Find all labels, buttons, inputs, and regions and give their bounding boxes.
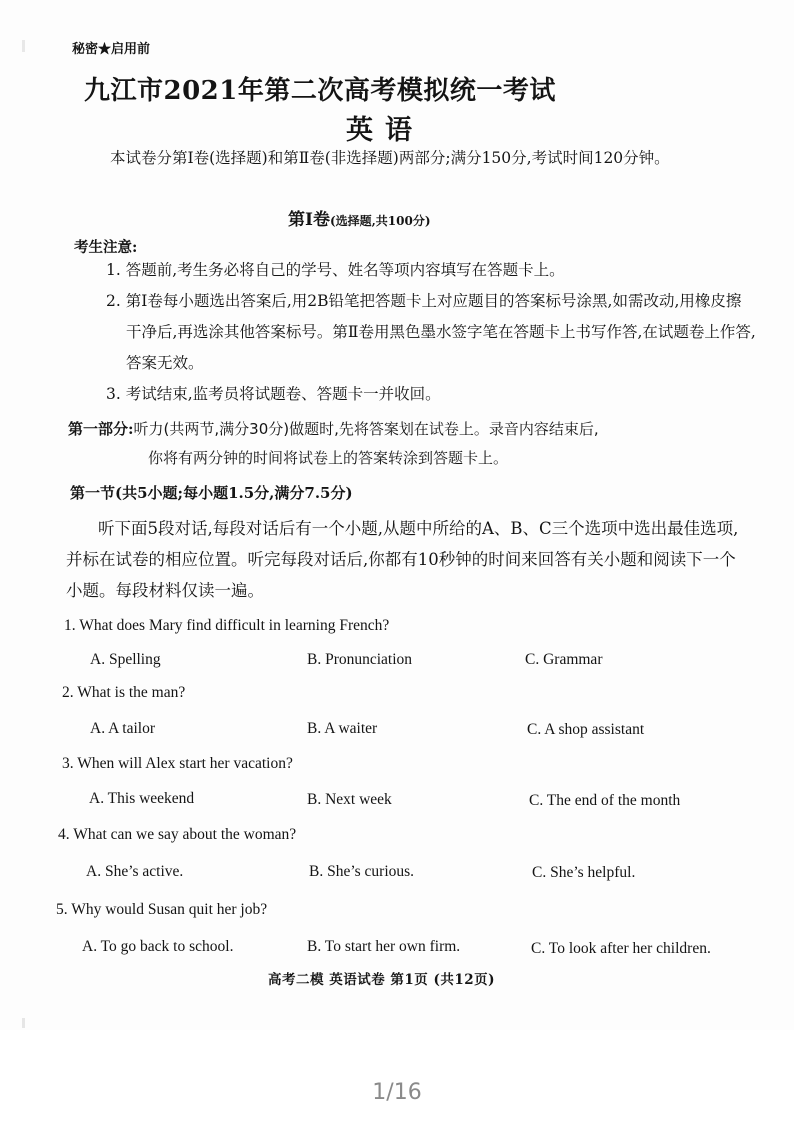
part1-heading xyxy=(68,415,728,473)
option-c: C. To look after her children. xyxy=(531,940,711,957)
page-indicator: 1/16 xyxy=(372,1080,422,1105)
volume-note: (选择题,共100分) xyxy=(329,214,431,228)
section1-heading: 第一节(共5小题;每小题1.5分,满分7.5分) xyxy=(70,484,353,502)
notice-item: 1. 答题前,考生务必将自己的学号、姓名等项内容填写在答题卡上。 xyxy=(106,261,565,279)
volume-title: 第Ⅰ卷 xyxy=(288,210,330,230)
scan-mark xyxy=(22,40,25,52)
option-a: A. This weekend xyxy=(89,790,195,807)
part1-label: 第一部分: xyxy=(68,420,134,438)
option-b: B. Pronunciation xyxy=(307,651,413,668)
question-1: 1. What does Mary find difficult in learning French? xyxy=(64,617,390,634)
option-a: A. To go back to school. xyxy=(82,938,234,955)
option-b: B. To start her own firm. xyxy=(307,938,461,955)
option-c: C. She’s helpful. xyxy=(532,864,636,881)
notice-item: 2. 第Ⅰ卷每小题选出答案后,用2B铅笔把答题卡上对应题目的答案标号涂黑,如需改动,用橡皮擦干净后,再选涂其他答案标号。第Ⅱ卷用黑色墨水签字笔在答题卡上书写作答,在试题卷上作答,答案无效。 xyxy=(106,292,756,372)
subject-title: 英语 xyxy=(346,115,424,146)
option-c: C. Grammar xyxy=(525,651,603,668)
listening-instructions: 听下面5段对话,每段对话后有一个小题,从题中所给的A、B、C三个选项中选出最佳选项,并标在试卷的相应位置。听完每段对话后,你都有10秒钟的时间来回答有关小题和阅读下一个小题。每段材料仅读一遍。 xyxy=(66,519,739,600)
option-a: A. Spelling xyxy=(90,651,161,668)
exam-intro: 本试卷分第Ⅰ卷(选择题)和第Ⅱ卷(非选择题)两部分;满分150分,考试时间120分钟。 xyxy=(110,149,670,167)
option-b: B. She’s curious. xyxy=(309,863,415,880)
question-4: 4. What can we say about the woman? xyxy=(58,826,297,843)
option-b: B. Next week xyxy=(307,791,392,808)
scan-mark xyxy=(22,1018,25,1028)
notice-title: 考生注意: xyxy=(74,239,138,256)
question-3: 3. When will Alex start her vacation? xyxy=(62,755,293,772)
part1-text: 听力(共两节,满分30分)做题时,先将答案划在试卷上。录音内容结束后, xyxy=(133,420,599,438)
notice-item: 3. 考试结束,监考员将试题卷、答题卡一并收回。 xyxy=(106,385,441,403)
question-5: 5. Why would Susan quit her job? xyxy=(56,901,268,918)
option-b: B. A waiter xyxy=(307,720,378,737)
exam-title: 九江市2021年第二次高考模拟统一考试 xyxy=(84,76,556,106)
question-2: 2. What is the man? xyxy=(62,684,186,701)
option-c: C. A shop assistant xyxy=(527,721,645,738)
option-c: C. The end of the month xyxy=(529,792,681,809)
option-a: A. A tailor xyxy=(90,720,156,737)
secret-label: 秘密★启用前 xyxy=(72,42,151,57)
part1-continuation: 你将有两分钟的时间将试卷上的答案转涂到答题卡上。 xyxy=(148,449,509,467)
option-a: A. She’s active. xyxy=(86,863,184,880)
volume-heading xyxy=(288,205,431,230)
page-footer: 高考二模 英语试卷 第1页 (共12页) xyxy=(268,972,496,988)
